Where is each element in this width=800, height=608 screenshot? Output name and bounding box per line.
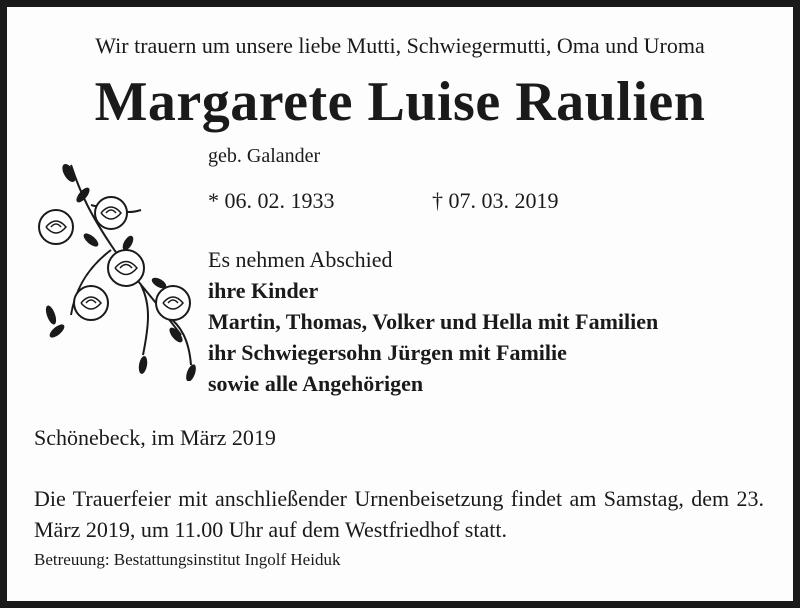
mourner-line: sowie alle Angehörigen bbox=[208, 371, 424, 396]
ceremony-notice: Die Trauerfeier mit anschließender Urnenbeisetzung findet am Samstag, dem 23. März 2019, um 11.00 Uhr auf dem Westfriedhof statt. bbox=[34, 486, 764, 542]
deceased-name: Margarete Luise Raulien bbox=[94, 71, 706, 133]
mourner-line: ihr Schwiegersohn Jürgen mit Familie bbox=[208, 340, 567, 365]
place-date: Schönebeck, im März 2019 bbox=[34, 425, 276, 450]
farewell-intro: Es nehmen Abschied bbox=[208, 247, 393, 272]
funeral-home: Betreuung: Bestattungsinstitut Ingolf Heiduk bbox=[34, 550, 341, 569]
birth-date: * 06. 02. 1933 bbox=[208, 188, 335, 213]
roses-icon bbox=[31, 155, 209, 381]
birth-name: geb. Galander bbox=[208, 145, 321, 167]
mourner-line: ihre Kinder bbox=[208, 278, 319, 303]
mourner-line: Martin, Thomas, Volker und Hella mit Familien bbox=[208, 309, 659, 334]
intro-line: Wir trauern um unsere liebe Mutti, Schwiegermutti, Oma und Uroma bbox=[95, 33, 705, 58]
death-date: † 07. 03. 2019 bbox=[432, 188, 559, 213]
